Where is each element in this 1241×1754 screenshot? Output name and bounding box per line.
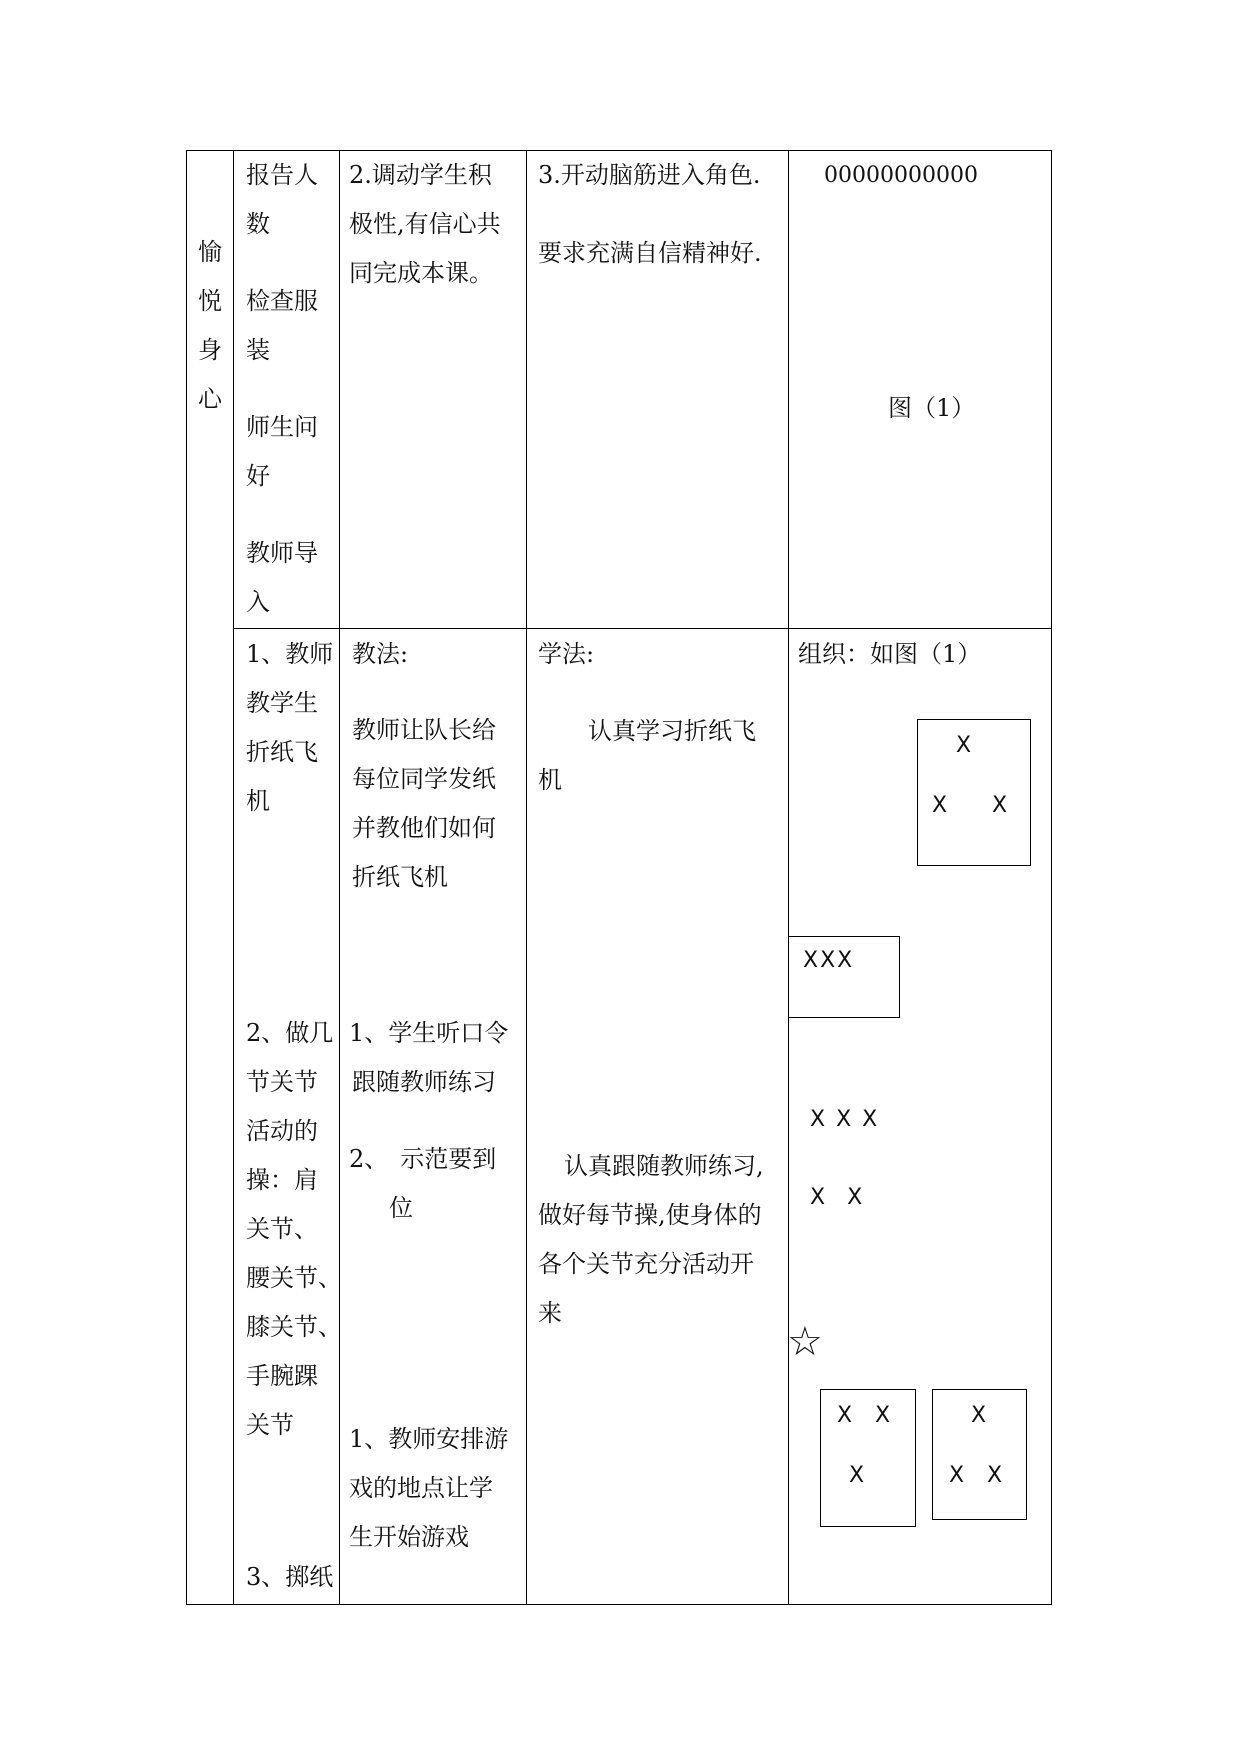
- student-marker: X: [932, 793, 948, 818]
- content-line: 机: [246, 787, 270, 815]
- student-heading: 学法:: [538, 640, 595, 668]
- content-line: 关节: [246, 1411, 294, 1439]
- figure-caption: 图（1）: [888, 394, 976, 422]
- student-line: 认真学习折纸飞: [588, 717, 756, 745]
- row2-content-1: [246, 630, 333, 826]
- teacher-line: 位: [389, 1194, 413, 1222]
- table-col-divider-3: [526, 150, 527, 1605]
- content-line: 2、做几: [246, 1019, 334, 1047]
- teacher-line: 2.调动学生积: [349, 161, 492, 189]
- row1-org-top: 00000000000: [824, 163, 978, 188]
- content-line: 数: [246, 210, 270, 238]
- section-label-char: 身: [198, 336, 222, 364]
- content-line: 检查服: [246, 287, 318, 315]
- org-heading: 组织：如图（1）: [798, 640, 982, 668]
- teacher-line: 1、教师安排游: [349, 1425, 509, 1453]
- section-label-char: 愉: [198, 238, 222, 266]
- content-line: 教师导: [246, 539, 318, 567]
- student-marker: X: [992, 793, 1008, 818]
- student-marker: X: [837, 1403, 853, 1428]
- content-line: 活动的: [246, 1117, 318, 1145]
- teacher-line: 教师让队长给: [352, 716, 496, 744]
- row1-teacher: [349, 151, 501, 298]
- teacher-line: 并教他们如何: [352, 814, 496, 842]
- teacher-line: 同完成本课。: [349, 259, 493, 287]
- student-line: 来: [538, 1299, 562, 1327]
- student-marker: X: [971, 1403, 987, 1428]
- student-marker: X: [956, 733, 972, 758]
- student-line: 机: [538, 766, 562, 794]
- content-line: 手腕踝: [246, 1362, 318, 1390]
- content-line: 装: [246, 336, 270, 364]
- student-marker: X: [987, 1463, 1003, 1488]
- student-line: 要求充满自信精神好.: [538, 239, 762, 267]
- row1-student: [538, 151, 762, 278]
- content-line: 教学生: [246, 689, 318, 717]
- section-label-char: 悦: [198, 287, 222, 315]
- teacher-line: 生开始游戏: [349, 1523, 469, 1551]
- content-line: 报告人: [246, 161, 318, 189]
- row1-content: [246, 151, 318, 627]
- content-line: 腰关节、: [246, 1264, 342, 1292]
- student-marker-row: X X X: [810, 1107, 880, 1132]
- content-line: 折纸飞: [246, 738, 318, 766]
- row2-content-3: 3、掷纸: [246, 1563, 334, 1591]
- table-border-left: [186, 150, 187, 1605]
- student-line: 认真跟随教师练习,: [564, 1152, 764, 1180]
- row2-content-2: [246, 1009, 342, 1450]
- student-marker-row: XXX: [803, 948, 855, 973]
- content-line: 操：肩: [246, 1166, 318, 1194]
- student-marker: X: [849, 1463, 865, 1488]
- table-border-bottom: [186, 1604, 1052, 1605]
- table-col-divider-4: [788, 150, 789, 1605]
- student-line: 3.开动脑筋进入角色.: [538, 161, 761, 189]
- content-line: 1、教师: [246, 640, 334, 668]
- student-marker: X: [949, 1463, 965, 1488]
- row2-teacher-3: [349, 1415, 508, 1562]
- content-line: 好: [246, 462, 270, 490]
- content-line: 节关节: [246, 1068, 318, 1096]
- teacher-line: 1、学生听口令: [349, 1019, 509, 1047]
- student-line: 各个关节充分活动开: [538, 1250, 754, 1278]
- table-border-right: [1051, 150, 1052, 1605]
- formation-box-3: [820, 1389, 916, 1527]
- formation-box-4: [932, 1389, 1027, 1520]
- section-label: [198, 228, 222, 424]
- teacher-line: 跟随教师练习: [352, 1068, 496, 1096]
- content-line: 关节、: [246, 1215, 318, 1243]
- student-line: 做好每节操,使身体的: [538, 1201, 762, 1229]
- teacher-line: 2、 示范要到: [349, 1145, 497, 1173]
- teacher-line: 极性,有信心共: [349, 210, 501, 238]
- student-marker: X: [875, 1403, 891, 1428]
- content-line: 膝关节、: [246, 1313, 342, 1341]
- content-line: 师生问: [246, 413, 318, 441]
- table-col-divider-1: [233, 150, 234, 1605]
- teacher-line: 每位同学发纸: [352, 765, 496, 793]
- formation-box-2: [788, 936, 900, 1018]
- row2-teacher-1: [352, 706, 496, 902]
- star-icon: ☆: [787, 1319, 823, 1365]
- teacher-line: 折纸飞机: [352, 863, 448, 891]
- section-label-char: 心: [198, 385, 222, 413]
- content-line: 入: [246, 588, 270, 616]
- teacher-line: 戏的地点让学: [349, 1474, 493, 1502]
- formation-box-1: [917, 719, 1031, 866]
- student-marker-row: X X: [810, 1185, 863, 1210]
- teacher-heading: 教法:: [352, 640, 409, 668]
- table-row-divider: [233, 628, 1052, 629]
